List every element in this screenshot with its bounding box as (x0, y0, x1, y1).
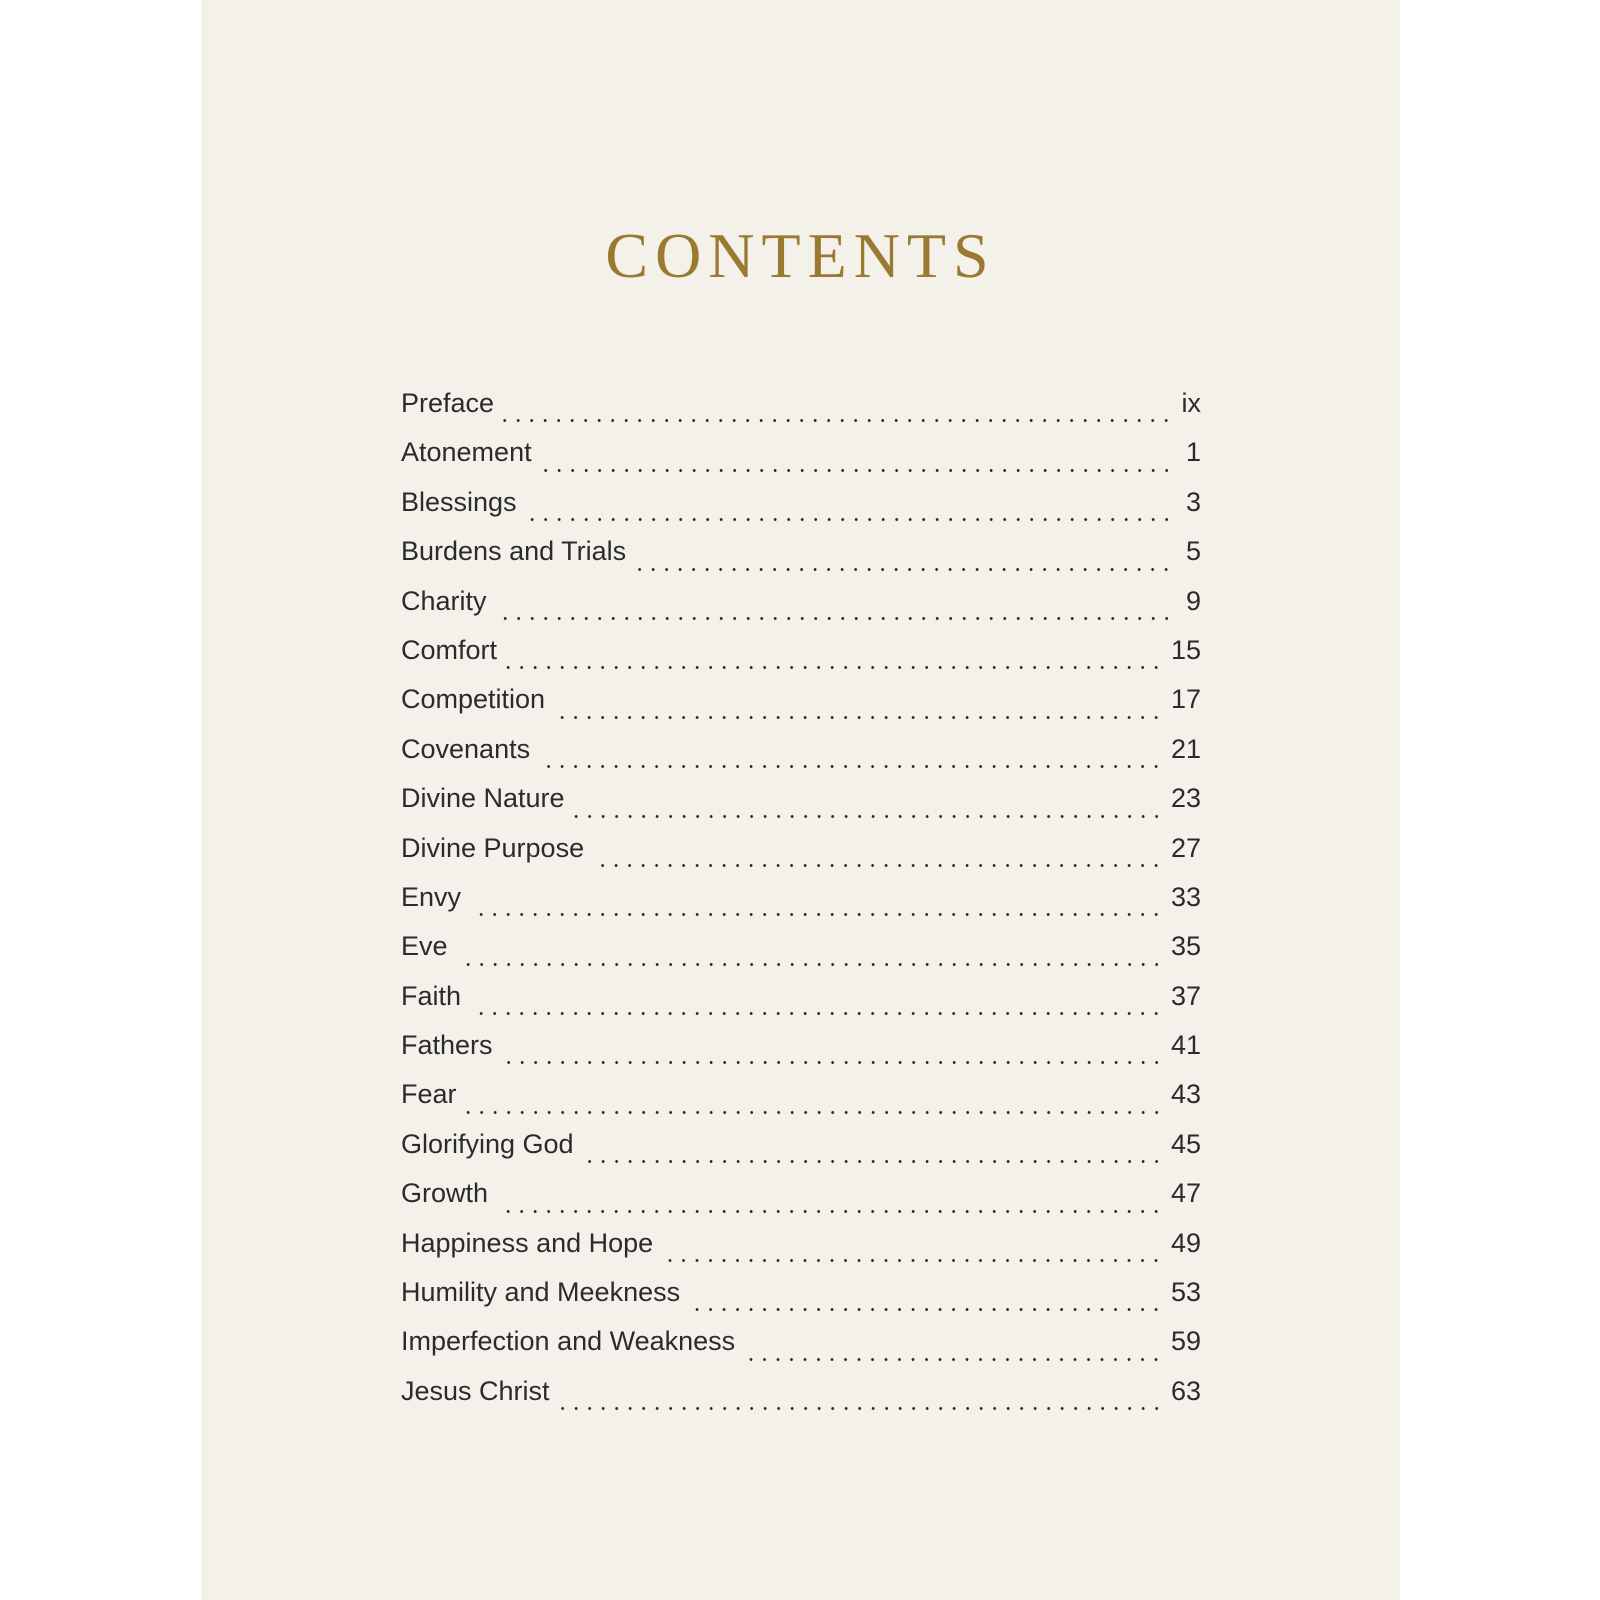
dot-leader (502, 403, 1173, 423)
dot-leader (538, 749, 1163, 769)
toc-entry (401, 1228, 1201, 1277)
toc-entry-page-number: ix (1181, 388, 1201, 418)
toc-entry-label: Imperfection and Weakness (401, 1326, 736, 1357)
table-of-contents (401, 388, 1201, 1425)
toc-entry-label: Happiness and Hope (401, 1227, 654, 1258)
toc-entry (401, 1376, 1201, 1425)
toc-entry (401, 734, 1201, 783)
toc-entry (401, 833, 1201, 882)
toc-entry (401, 1277, 1201, 1326)
toc-entry-page-number: 33 (1170, 881, 1201, 912)
toc-entry-page-number: 37 (1170, 980, 1201, 1011)
toc-entry-page-number: 53 (1170, 1277, 1201, 1308)
book-page (201, 0, 1400, 1600)
dot-leader (469, 996, 1163, 1016)
dot-leader (465, 1095, 1163, 1115)
dot-leader (688, 1292, 1163, 1312)
toc-entry-label: Covenants (401, 733, 531, 764)
toc-entry-page-number: 5 (1185, 536, 1201, 567)
dot-leader (743, 1342, 1163, 1362)
toc-entry (401, 882, 1201, 931)
toc-entry-page-number: 45 (1170, 1128, 1201, 1159)
toc-entry (401, 388, 1201, 437)
toc-entry-page-number: 63 (1170, 1375, 1201, 1406)
toc-entry-label: Fear (401, 1079, 457, 1110)
toc-entry-page-number: 47 (1170, 1178, 1201, 1209)
toc-entry (401, 931, 1201, 980)
toc-entry-page-number: 41 (1170, 1030, 1201, 1061)
toc-entry (401, 981, 1201, 1030)
toc-entry-label: Burdens and Trials (401, 536, 627, 567)
toc-entry-label: Blessings (401, 486, 517, 517)
toc-entry-page-number: 9 (1185, 585, 1201, 616)
toc-entry (401, 536, 1201, 585)
dot-leader (634, 552, 1173, 572)
toc-entry-label: Preface (401, 388, 495, 418)
dot-leader (592, 848, 1163, 868)
toc-entry-page-number: 17 (1170, 684, 1201, 715)
toc-entry-label: Fathers (401, 1030, 493, 1061)
toc-entry (401, 586, 1201, 635)
dot-leader (558, 1391, 1163, 1411)
toc-entry-page-number: 43 (1170, 1079, 1201, 1110)
toc-entry (401, 1030, 1201, 1079)
toc-entry-page-number: 23 (1170, 783, 1201, 814)
toc-entry-label: Humility and Meekness (401, 1277, 681, 1308)
toc-entry-page-number: 49 (1170, 1227, 1201, 1258)
dot-leader (525, 502, 1173, 522)
dot-leader (456, 947, 1163, 967)
toc-entry-label: Envy (401, 881, 462, 912)
toc-entry-label: Charity (401, 585, 487, 616)
dot-leader (495, 601, 1173, 621)
toc-entry-label: Competition (401, 684, 546, 715)
dot-leader (505, 650, 1163, 670)
toc-entry-page-number: 1 (1185, 437, 1201, 468)
toc-entry (401, 684, 1201, 733)
toc-entry (401, 1326, 1201, 1375)
toc-entry-page-number: 59 (1170, 1326, 1201, 1357)
toc-entry (401, 783, 1201, 832)
toc-entry-label: Divine Nature (401, 783, 565, 814)
toc-entry-page-number: 35 (1170, 931, 1201, 962)
dot-leader (661, 1243, 1163, 1263)
toc-entry (401, 1129, 1201, 1178)
toc-entry-page-number: 15 (1170, 634, 1201, 665)
toc-entry-label: Growth (401, 1178, 489, 1209)
toc-entry-label: Jesus Christ (401, 1375, 550, 1406)
dot-leader (469, 897, 1163, 917)
dot-leader (540, 453, 1173, 473)
toc-entry-label: Divine Purpose (401, 832, 585, 863)
toc-entry (401, 487, 1201, 536)
page-title: CONTENTS (605, 220, 996, 291)
toc-entry-label: Faith (401, 980, 462, 1011)
toc-entry-label: Atonement (401, 437, 532, 468)
dot-leader (582, 1144, 1163, 1164)
toc-entry-label: Comfort (401, 634, 498, 665)
toc-entry-label: Glorifying God (401, 1128, 574, 1159)
dot-leader (573, 799, 1163, 819)
toc-entry (401, 635, 1201, 684)
toc-entry-page-number: 21 (1170, 733, 1201, 764)
dot-leader (496, 1194, 1163, 1214)
toc-entry (401, 1079, 1201, 1128)
toc-entry-page-number: 27 (1170, 832, 1201, 863)
dot-leader (553, 700, 1163, 720)
toc-entry-label: Eve (401, 931, 448, 962)
toc-entry-page-number: 3 (1185, 486, 1201, 517)
dot-leader (501, 1045, 1163, 1065)
toc-entry (401, 1178, 1201, 1227)
toc-entry (401, 437, 1201, 486)
